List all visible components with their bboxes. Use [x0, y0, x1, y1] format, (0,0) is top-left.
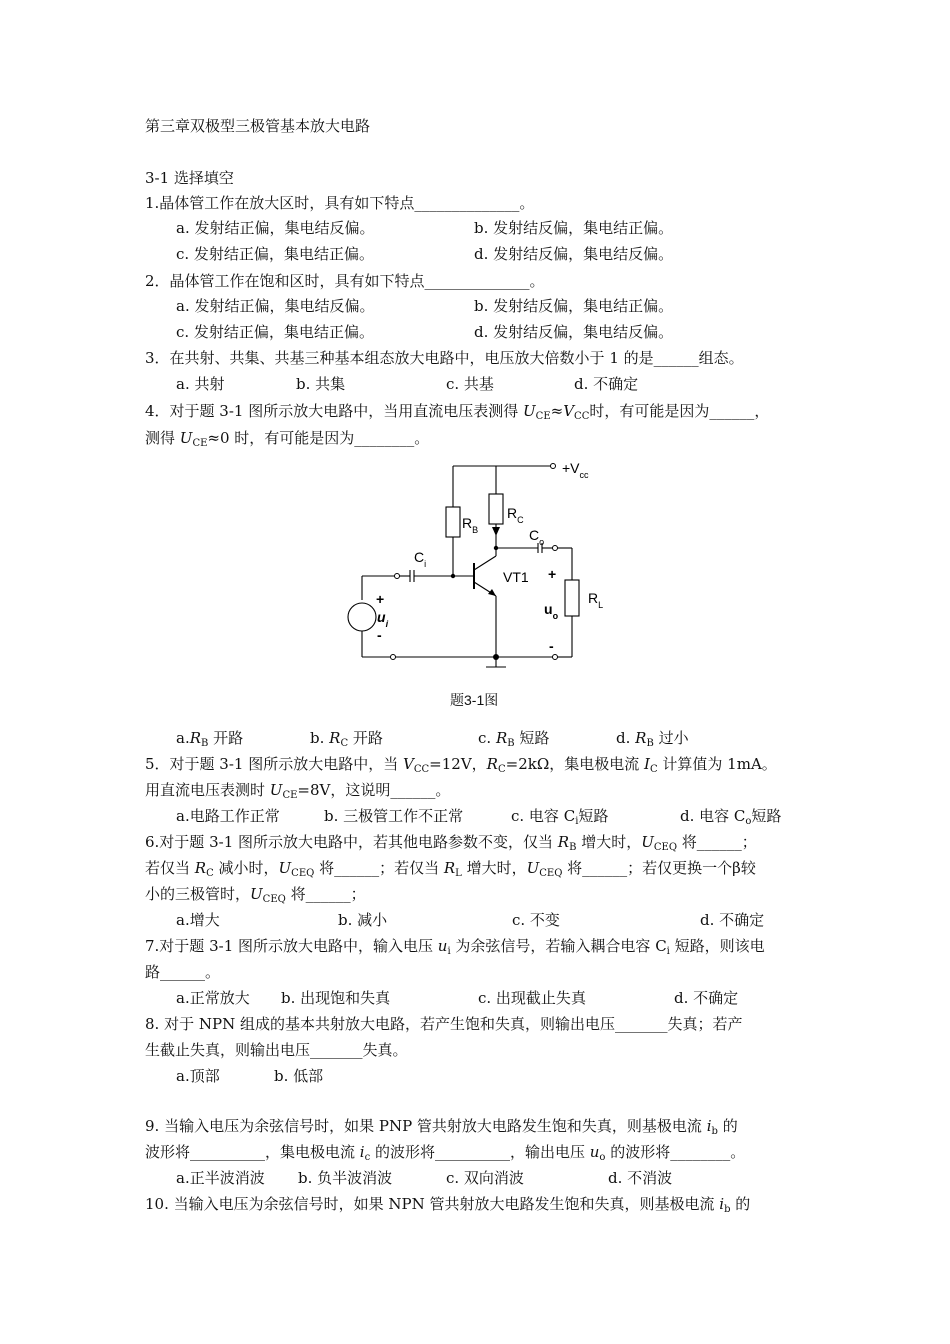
q5-option-a: a.电路工作正常: [176, 807, 280, 825]
uo-plus: +: [548, 566, 557, 582]
rb-resistor: [446, 507, 460, 537]
q2-option-c: c. 发射结正偏，集电结正偏。: [176, 323, 374, 341]
q8-line-1: 8. 对于 NPN 组成的基本共射放大电路，若产生饱和失真，则输出电压_______失真；若产: [145, 1015, 743, 1033]
q4-option-b: b. $R_C$ 开路: [310, 729, 383, 749]
q8-option-b: b. 低部: [274, 1067, 324, 1085]
q6-option-a: a.增大: [176, 911, 220, 929]
q9-option-a: a.正半波消波: [176, 1169, 265, 1187]
q1-option-b: b. 发射结反偏，集电结正偏。: [474, 219, 674, 237]
q6-line-2: 若仅当 $R_C$ 减小时，$U_{CEQ}$ 将______；若仅当 $R_L$ 增大时，$U_{CEQ}$ 将______；若仅更换一个β较: [145, 859, 756, 879]
q9-option-b: b. 负半波消波: [298, 1169, 393, 1187]
ci-label: $C_i$: [414, 549, 427, 569]
q7-option-d: d. 不确定: [674, 989, 739, 1007]
figure-caption: 题3-1图: [450, 692, 499, 708]
rc-resistor: [489, 494, 503, 524]
input-source: [348, 603, 376, 631]
q3-option-b: b. 共集: [296, 375, 346, 393]
q2-option-b: b. 发射结反偏，集电结正偏。: [474, 297, 674, 315]
q2-text: 2．晶体管工作在饱和区时，具有如下特点______________。: [145, 272, 545, 290]
q9-option-d: d. 不消波: [608, 1169, 673, 1187]
section-heading: 3-1 选择填空: [145, 169, 234, 187]
q1-option-a: a. 发射结正偏，集电结反偏。: [176, 219, 375, 237]
q6-option-b: b. 减小: [338, 911, 388, 929]
q7-option-a: a.正常放大: [176, 989, 250, 1007]
q3-option-d: d. 不确定: [574, 375, 639, 393]
q4-option-c: c. $R_B$ 短路: [478, 729, 550, 749]
q4-option-d: d. $R_B$ 过小: [616, 729, 689, 749]
q9-option-c: c. 双向消波: [446, 1169, 524, 1187]
ui-plus: +: [376, 591, 385, 607]
q3-option-c: c. 共基: [446, 375, 494, 393]
q7-line-1: 7.对于题 3-1 图所示放大电路中，输入电压 $u_i$ 为余弦信号，若输入耦合电容 $C_i$ 短路，则该电: [145, 937, 765, 957]
rb-label: $R_B$: [462, 515, 479, 535]
q7-option-c: c. 出现截止失真: [478, 989, 586, 1007]
rc-label: $R_C$: [507, 505, 524, 525]
q3-text: 3．在共射、共集、共基三种基本组态放大电路中，电压放大倍数小于 1 的是______组态。: [145, 349, 744, 367]
q1-option-d: d. 发射结反偏，集电结反偏。: [474, 245, 674, 263]
q5-line-2: 用直流电压表测时 $U_{CE}=8V$，这说明______。: [145, 781, 451, 801]
q6-line-3: 小的三极管时，$U_{CEQ}$ 将______；: [145, 885, 366, 905]
q2-option-a: a. 发射结正偏，集电结反偏。: [176, 297, 375, 315]
vcc-label: $+V_{cc}$: [562, 460, 589, 480]
q6-line-1: 6.对于题 3-1 图所示放大电路中，若其他电路参数不变，仅当 $R_B$ 增大时，$U_{CEQ}$ 将______；: [145, 833, 757, 853]
q7-line-2: 路______。: [145, 963, 221, 981]
uo-label: $u_o$: [544, 601, 559, 621]
q10-line-1: 10. 当输入电压为余弦信号时，如果 NPN 管共射放大电路发生饱和失真，则基极电流 $i_b$ 的: [145, 1195, 751, 1215]
q4-line-1: 4．对于题 3-1 图所示放大电路中，当用直流电压表测得 $U_{CE}\approx V_{CC}$时，有可能是因为______，: [145, 402, 770, 422]
q2-option-d: d. 发射结反偏，集电结反偏。: [474, 323, 674, 341]
rl-resistor: [565, 580, 579, 616]
q6-option-d: d. 不确定: [700, 911, 765, 929]
ui-minus: -: [377, 627, 382, 643]
q1-text: 1.晶体管工作在放大区时，具有如下特点______________。: [145, 194, 535, 212]
q5-option-b: b. 三极管工作不正常: [324, 807, 464, 825]
q3-option-a: a. 共射: [176, 375, 225, 393]
q9-line-2: 波形将__________，集电极电流 $i_c$ 的波形将__________，输出电压 $u_o$ 的波形将________。: [145, 1143, 746, 1163]
q9-line-1: 9. 当输入电压为余弦信号时，如果 PNP 管共射放大电路发生饱和失真，则基极电流 $i_b$ 的: [145, 1117, 738, 1137]
q4-option-a: $a.R_B$ 开路: [176, 729, 244, 749]
q1-option-c: c. 发射结正偏，集电结正偏。: [176, 245, 374, 263]
q8-option-a: a.顶部: [176, 1067, 220, 1085]
q4-line-2: 测得 $U_{CE}\approx 0$ 时，有可能是因为________。: [145, 429, 430, 449]
q6-option-c: c. 不变: [512, 911, 560, 929]
q8-line-2: 生截止失真，则输出电压_______失真。: [145, 1041, 408, 1059]
co-label: $C_o$: [529, 527, 545, 547]
ui-label: $u_i$: [377, 609, 389, 629]
rl-label: $R_L$: [588, 590, 604, 610]
q7-option-b: b. 出现饱和失真: [281, 989, 391, 1007]
page-title: 第三章双极型三极管基本放大电路: [145, 117, 371, 135]
vt1-label: VT1: [503, 569, 529, 585]
q5-line-1: 5．对于题 3-1 图所示放大电路中，当 $V_{CC}=12V$，$R_C=2k\Omega$，集电极电流 $I_C$ 计算值为 1mA。: [145, 755, 777, 775]
q5-option-c: c. 电容 $C_i$短路: [511, 807, 609, 827]
q5-option-d: d. 电容 $C_o$短路: [680, 807, 782, 827]
circuit-diagram: [340, 455, 630, 685]
uo-minus: -: [549, 638, 554, 654]
